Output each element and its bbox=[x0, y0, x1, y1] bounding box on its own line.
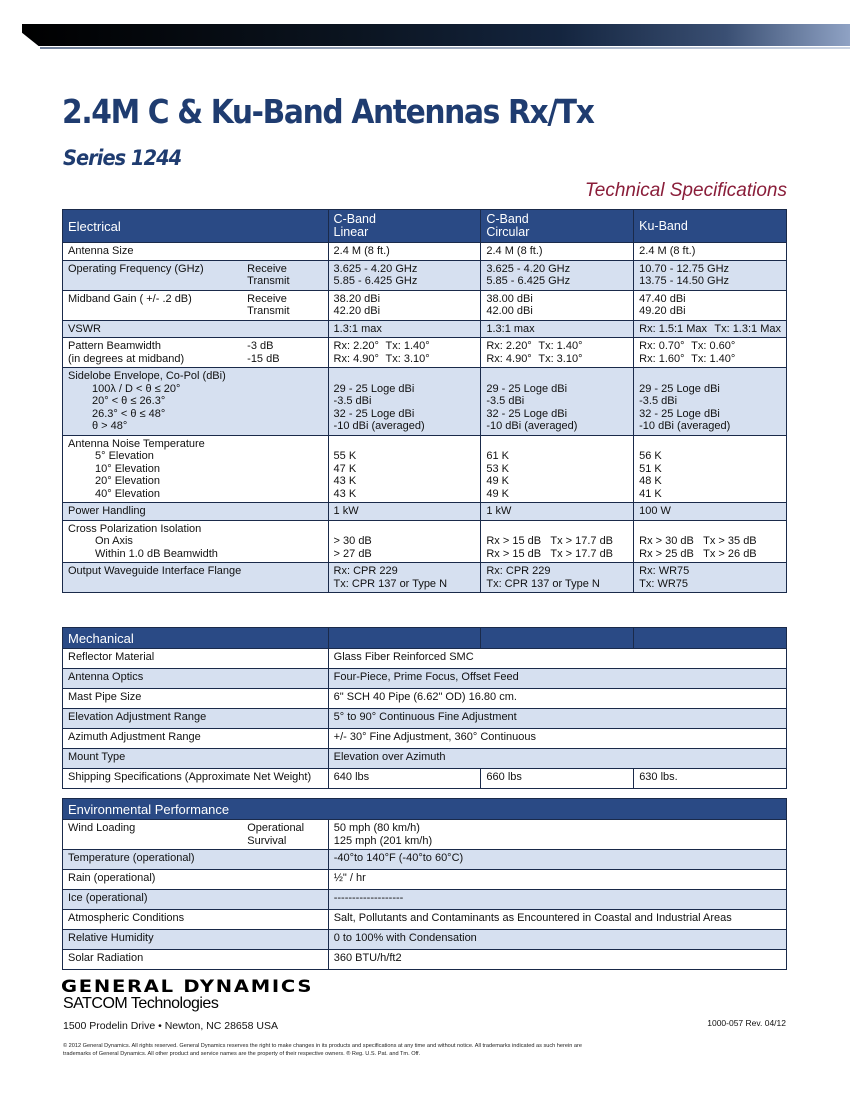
row-label: Pattern Beamwidth (in degrees at midband) bbox=[63, 338, 243, 368]
cell-value: Rx > 15 dB Tx > 17.7 dB Rx > 15 dB Tx > 17.7 dB bbox=[481, 520, 634, 563]
row-label: Antenna Size bbox=[63, 243, 329, 261]
table-row bbox=[63, 435, 787, 503]
header-cell bbox=[328, 628, 481, 649]
row-label: Temperature (operational) bbox=[63, 850, 329, 870]
company-logo: GENERAL DYNAMICS bbox=[61, 977, 314, 997]
row-label: Mount Type bbox=[63, 749, 329, 769]
cell-value: Salt, Pollutants and Contaminants as Encountered in Coastal and Industrial Areas bbox=[328, 910, 786, 930]
cell-value: 0 to 100% with Condensation bbox=[328, 930, 786, 950]
cell-value: +/- 30° Fine Adjustment, 360° Continuous bbox=[328, 729, 786, 749]
table-row bbox=[63, 820, 787, 850]
cell-value: 3.625 - 4.20 GHz 5.85 - 6.425 GHz bbox=[328, 260, 481, 290]
table-row bbox=[63, 950, 787, 970]
col-cband-linear: C-Band Linear bbox=[328, 210, 481, 243]
row-label: Rain (operational) bbox=[63, 870, 329, 890]
cell-value: 1.3:1 max bbox=[328, 320, 481, 338]
cell-value: 47.40 dBi 49.20 dBi bbox=[634, 290, 787, 320]
row-sublabels: Receive Transmit bbox=[242, 290, 328, 320]
table-row bbox=[63, 563, 787, 593]
table-row bbox=[63, 729, 787, 749]
header-banner bbox=[22, 24, 850, 46]
row-label: Reflector Material bbox=[63, 649, 329, 669]
col-cband-circular: C-Band Circular bbox=[481, 210, 634, 243]
cell-value: 360 BTU/h/ft2 bbox=[328, 950, 786, 970]
cell-value: 640 lbs bbox=[328, 769, 481, 789]
cell-value: 38.00 dBi 42.00 dBi bbox=[481, 290, 634, 320]
cell-value: 1 kW bbox=[328, 503, 481, 521]
col-kuband: Ku-Band bbox=[634, 210, 787, 243]
cell-value: 1 kW bbox=[481, 503, 634, 521]
table-row bbox=[63, 260, 787, 290]
electrical-table bbox=[62, 209, 787, 593]
cell-value: 29 - 25 Loge dBi -3.5 dBi 32 - 25 Loge dBi -10 dBi (averaged) bbox=[481, 368, 634, 436]
cell-value: 3.625 - 4.20 GHz 5.85 - 6.425 GHz bbox=[481, 260, 634, 290]
division-name: SATCOM Technologies bbox=[63, 995, 219, 1012]
table-row bbox=[63, 689, 787, 709]
cell-value: 2.4 M (8 ft.) bbox=[634, 243, 787, 261]
table-row bbox=[63, 910, 787, 930]
table-row bbox=[63, 290, 787, 320]
cell-value: 6" SCH 40 Pipe (6.62" OD) 16.80 cm. bbox=[328, 689, 786, 709]
table-header-row bbox=[63, 628, 787, 649]
row-label: VSWR bbox=[63, 320, 329, 338]
row-label: Power Handling bbox=[63, 503, 329, 521]
table-row bbox=[63, 669, 787, 689]
cell-value: Elevation over Azimuth bbox=[328, 749, 786, 769]
cell-value: ------------------- bbox=[328, 890, 786, 910]
cell-value: 29 - 25 Loge dBi -3.5 dBi 32 - 25 Loge dBi -10 dBi (averaged) bbox=[634, 368, 787, 436]
row-label: Midband Gain ( +/- .2 dB) bbox=[63, 290, 243, 320]
cell-value: 2.4 M (8 ft.) bbox=[328, 243, 481, 261]
cell-value: Rx: 1.5:1 Max Tx: 1.3:1 Max bbox=[634, 320, 787, 338]
environmental-table bbox=[62, 798, 787, 970]
table-row bbox=[63, 769, 787, 789]
cell-value: 5° to 90° Continuous Fine Adjustment bbox=[328, 709, 786, 729]
row-label: Wind Loading bbox=[63, 820, 243, 850]
cell-value: 29 - 25 Loge dBi -3.5 dBi 32 - 25 Loge dBi -10 dBi (averaged) bbox=[328, 368, 481, 436]
table-row bbox=[63, 749, 787, 769]
row-label: Relative Humidity bbox=[63, 930, 329, 950]
row-label: Mast Pipe Size bbox=[63, 689, 329, 709]
electrical-heading: Electrical bbox=[63, 210, 329, 243]
cell-value: Rx: CPR 229 Tx: CPR 137 or Type N bbox=[328, 563, 481, 593]
table-header-row bbox=[63, 210, 787, 243]
cell-value: ½" / hr bbox=[328, 870, 786, 890]
cell-value: 630 lbs. bbox=[634, 769, 787, 789]
header-rule bbox=[40, 47, 850, 49]
cell-value: Four-Piece, Prime Focus, Offset Feed bbox=[328, 669, 786, 689]
row-label: Ice (operational) bbox=[63, 890, 329, 910]
cell-value: Rx: CPR 229 Tx: CPR 137 or Type N bbox=[481, 563, 634, 593]
cell-value: Rx: WR75 Tx: WR75 bbox=[634, 563, 787, 593]
cell-value: Rx > 30 dB Tx > 35 dB Rx > 25 dB Tx > 26 dB bbox=[634, 520, 787, 563]
cell-value: 1.3:1 max bbox=[481, 320, 634, 338]
cell-value: Rx: 0.70° Tx: 0.60° Rx: 1.60° Tx: 1.40° bbox=[634, 338, 787, 368]
table-row bbox=[63, 368, 787, 436]
table-header-row bbox=[63, 799, 787, 820]
legal-notice: © 2012 General Dynamics. All rights reserved. General Dynamics reserves the right to make changes in its products and specifications at any time and without notice. All trademarks indicated as such herein are trademarks of General Dynamics. All other product and service names are the property of their respective owners. ® Reg. U.S. Pat. and Tm. Off. bbox=[63, 1043, 582, 1057]
cell-value: > 30 dB > 27 dB bbox=[328, 520, 481, 563]
row-label: Shipping Specifications (Approximate Net Weight) bbox=[63, 769, 329, 789]
row-sublabels: -3 dB -15 dB bbox=[242, 338, 328, 368]
header-cell bbox=[481, 628, 634, 649]
cell-value: 50 mph (80 km/h) 125 mph (201 km/h) bbox=[328, 820, 786, 850]
table-row bbox=[63, 338, 787, 368]
document-title: 2.4M C & Ku-Band Antennas Rx/Tx bbox=[62, 92, 594, 131]
table-row bbox=[63, 930, 787, 950]
table-row bbox=[63, 243, 787, 261]
row-label: Antenna Noise Temperature 5° Elevation 10° Elevation 20° Elevation 40° Elevation bbox=[63, 435, 329, 503]
row-label: Sidelobe Envelope, Co-Pol (dBi) 100λ / D < θ ≤ 20° 20° < θ ≤ 26.3° 26.3° < θ ≤ 48° θ > 48° bbox=[63, 368, 329, 436]
cell-value: 660 lbs bbox=[481, 769, 634, 789]
table-row bbox=[63, 870, 787, 890]
table-row bbox=[63, 320, 787, 338]
document-number: 1000-057 Rev. 04/12 bbox=[707, 1018, 786, 1028]
row-label: Solar Radiation bbox=[63, 950, 329, 970]
cell-value: 56 K 51 K 48 K 41 K bbox=[634, 435, 787, 503]
mechanical-table bbox=[62, 627, 787, 789]
cell-value: Glass Fiber Reinforced SMC bbox=[328, 649, 786, 669]
row-sublabels: Receive Transmit bbox=[242, 260, 328, 290]
table-row bbox=[63, 709, 787, 729]
cell-value: 61 K 53 K 49 K 49 K bbox=[481, 435, 634, 503]
row-label: Output Waveguide Interface Flange bbox=[63, 563, 329, 593]
row-label: Azimuth Adjustment Range bbox=[63, 729, 329, 749]
cell-value: Rx: 2.20° Tx: 1.40° Rx: 4.90° Tx: 3.10° bbox=[328, 338, 481, 368]
cell-value: 2.4 M (8 ft.) bbox=[481, 243, 634, 261]
row-label: Atmospheric Conditions bbox=[63, 910, 329, 930]
table-row bbox=[63, 503, 787, 521]
row-label: Cross Polarization Isolation On Axis Within 1.0 dB Beamwidth bbox=[63, 520, 329, 563]
table-row bbox=[63, 890, 787, 910]
section-label: Technical Specifications bbox=[584, 180, 787, 201]
table-row bbox=[63, 520, 787, 563]
cell-value: Rx: 2.20° Tx: 1.40° Rx: 4.90° Tx: 3.10° bbox=[481, 338, 634, 368]
cell-value: -40°to 140°F (-40°to 60°C) bbox=[328, 850, 786, 870]
row-label: Antenna Optics bbox=[63, 669, 329, 689]
row-label: Elevation Adjustment Range bbox=[63, 709, 329, 729]
cell-value: 55 K 47 K 43 K 43 K bbox=[328, 435, 481, 503]
row-label: Operating Frequency (GHz) bbox=[63, 260, 243, 290]
cell-value: 38.20 dBi 42.20 dBi bbox=[328, 290, 481, 320]
table-row bbox=[63, 850, 787, 870]
environmental-heading: Environmental Performance bbox=[63, 799, 787, 820]
cell-value: 10.70 - 12.75 GHz 13.75 - 14.50 GHz bbox=[634, 260, 787, 290]
row-sublabels: Operational Survival bbox=[242, 820, 328, 850]
cell-value: 100 W bbox=[634, 503, 787, 521]
mechanical-heading: Mechanical bbox=[63, 628, 329, 649]
document-subtitle: Series 1244 bbox=[63, 146, 182, 170]
company-address: 1500 Prodelin Drive • Newton, NC 28658 USA bbox=[63, 1020, 278, 1032]
header-cell bbox=[634, 628, 787, 649]
table-row bbox=[63, 649, 787, 669]
